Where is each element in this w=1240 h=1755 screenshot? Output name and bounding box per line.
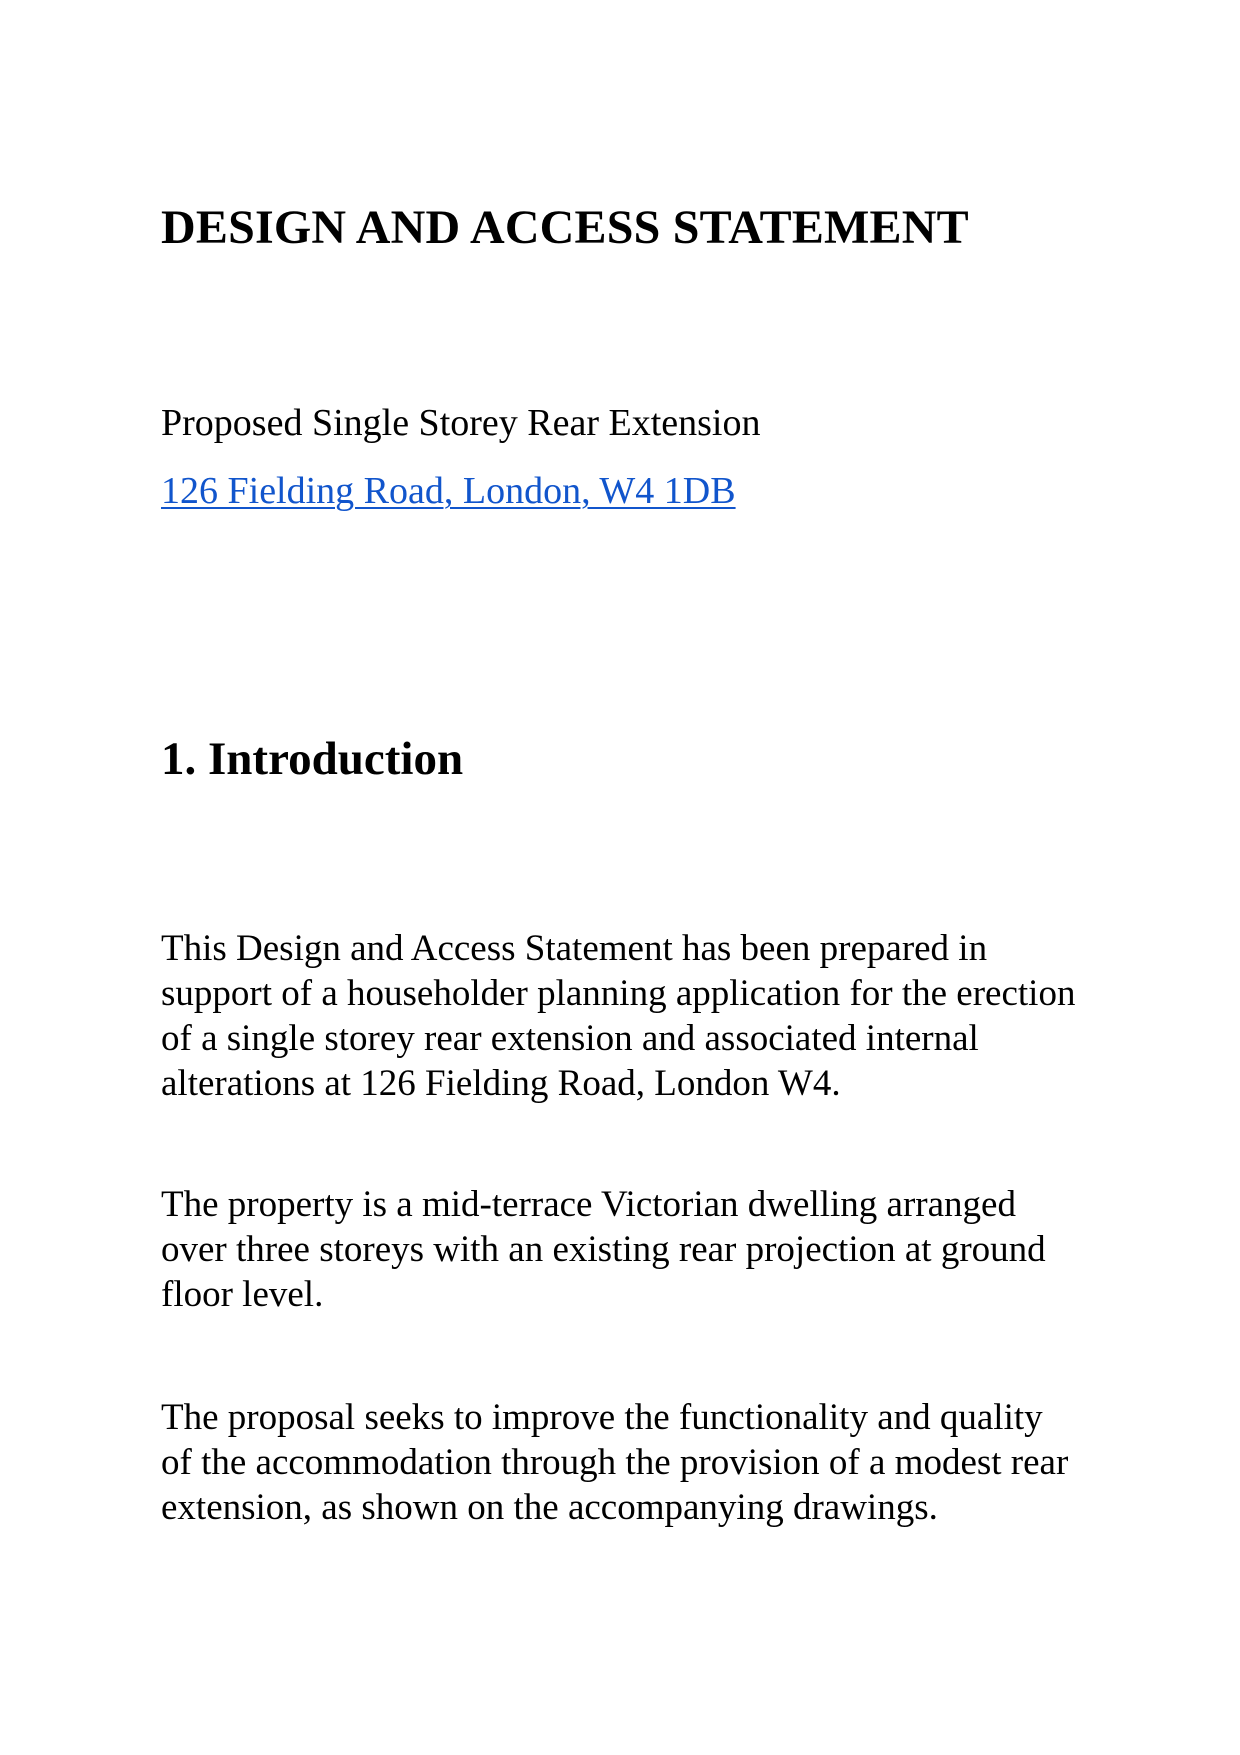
introduction-paragraph-2: The property is a mid-terrace Victorian dwelling arranged over three storeys with an existing rear projection at ground floor level.	[161, 1184, 1046, 1315]
introduction-paragraph-1: This Design and Access Statement has been prepared in support of a householder planning application for the erection of a single storey rear extension and associated internal alterations at 126 Fielding Road, London W4.	[161, 928, 1076, 1104]
document-subtitle: Proposed Single Storey Rear Extension	[161, 402, 761, 444]
address-link[interactable]: 126 Fielding Road, London, W4 1DB	[161, 470, 736, 512]
introduction-paragraph-3: The proposal seeks to improve the functionality and quality of the accommodation through the provision of a modest rear extension, as shown on the accompanying drawings.	[161, 1397, 1069, 1528]
section-heading-introduction: 1. Introduction	[161, 733, 464, 785]
document-title: DESIGN AND ACCESS STATEMENT	[161, 201, 969, 254]
